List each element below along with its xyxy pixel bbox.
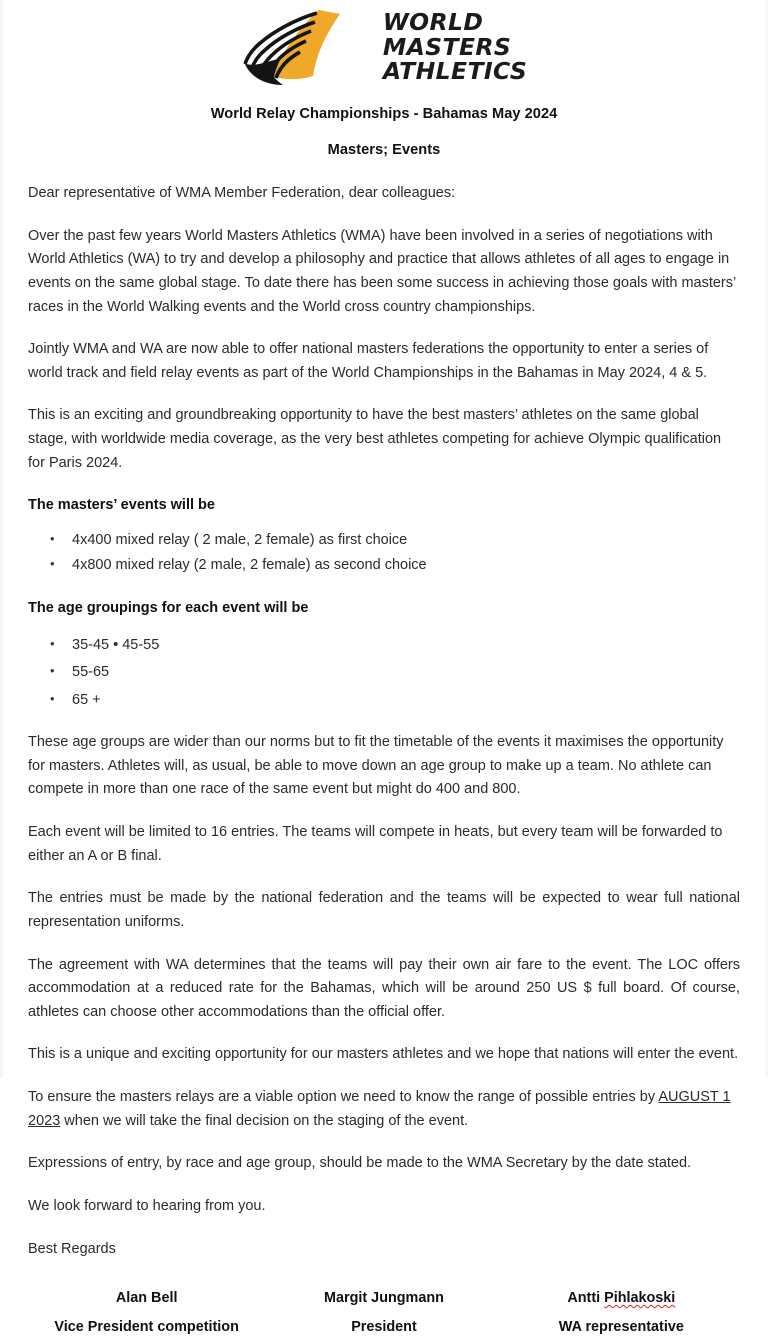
logo-line-athletics: ATHLETICS bbox=[382, 57, 528, 86]
list-age-groups bbox=[28, 634, 740, 712]
list-item: • 35-45 • 45-55 bbox=[28, 634, 740, 657]
list-item: • 4x400 mixed relay ( 2 male, 2 female) as first choice bbox=[28, 529, 740, 552]
paragraph-national-federation: The entries must be made by the national federation and the teams will be expected to wear full national representation uniforms. bbox=[28, 890, 740, 930]
document-title: World Relay Championships - Bahamas May 2024 bbox=[210, 106, 558, 122]
deadline-text-after: when we will take the final decision on the staging of the event. bbox=[60, 1112, 469, 1129]
logo-line-world: WORLD bbox=[382, 8, 484, 37]
list-item: • 65 + bbox=[28, 689, 740, 712]
signature-column-margit-jungmann bbox=[265, 1287, 502, 1338]
signatory-name: Margit Jungmann bbox=[324, 1290, 444, 1307]
list-item: • 4x800 mixed relay (2 male, 2 female) as second choice bbox=[28, 554, 740, 577]
heading-masters-events: The masters’ events will be bbox=[28, 497, 215, 514]
signature-column-alan-bell bbox=[28, 1287, 265, 1338]
sign-off: Best Regards bbox=[28, 1240, 116, 1257]
logo-line-masters: MASTERS bbox=[382, 32, 512, 61]
paragraph-travel-accommodation: The agreement with WA determines that the teams will pay their own air fare to the event. The LOC offers accommodation at a reduced rate for the Bahamas, which will be around 250 US $ full board. Of course, athletes can choose other accommodations than the official offer. bbox=[28, 956, 740, 1020]
list-item: • 55-65 bbox=[28, 661, 740, 684]
heading-age-groupings: The age groupings for each event will be bbox=[28, 599, 309, 616]
paragraph-negotiations: Over the past few years World Masters Athletics (WMA) have been involved in a series of negotiations with World Athletics (WA) to try and develop a philosophy and practice that allows athletes of all ages to engage in events on the same global stage. To date there has been some success in achieving those goals with masters’ races in the World Walking events and the World cross country championships. bbox=[28, 227, 736, 315]
deadline-text-before: To ensure the masters relays are a viable option we need to know the range of possible entries by bbox=[28, 1089, 659, 1106]
signatory-role: WA representative bbox=[558, 1318, 684, 1335]
deadline-date: AUGUST 1 2023 bbox=[28, 1089, 731, 1129]
logo-wordmark bbox=[382, 8, 528, 86]
paragraph-entry-limit: Each event will be limited to 16 entries. The teams will compete in heats, but every team will be forwarded to either an A or B final. bbox=[28, 824, 723, 864]
signature-block bbox=[28, 1287, 740, 1338]
paragraph-deadline bbox=[28, 1086, 740, 1133]
signatory-name bbox=[503, 1287, 740, 1309]
wma-swoosh-icon bbox=[241, 6, 369, 88]
signatory-name: Alan Bell bbox=[115, 1290, 178, 1307]
paragraph-opportunity: This is an exciting and groundbreaking opportunity to have the best masters’ athletes on the same global stage, with worldwide media coverage, as the very best athletes competing for achieve Olympic qualification for Paris 2024. bbox=[28, 407, 722, 471]
salutation: Dear representative of WMA Member Federation, dear colleagues: bbox=[28, 185, 456, 201]
signatory-role: President bbox=[351, 1318, 417, 1335]
document-subtitle: Masters; Events bbox=[327, 142, 441, 158]
document-body bbox=[28, 106, 740, 1338]
signatory-first-name: Antti bbox=[567, 1290, 605, 1307]
paragraph-unique-opportunity: This is a unique and exciting opportunity for our masters athletes and we hope that nations will enter the event. bbox=[28, 1046, 739, 1063]
paragraph-age-group-rules: These age groups are wider than our norms but to fit the timetable of the events it maximises the opportunity for masters. Athletes will, as usual, be able to move down an age group to make up a team. No athlete can compete in more than one race of the same event but might do 400 and 800. bbox=[28, 734, 724, 798]
paragraph-closing: We look forward to hearing from you. bbox=[28, 1197, 266, 1214]
signature-column-antti-pihlakoski bbox=[503, 1287, 740, 1338]
signatory-role: Vice President competition bbox=[54, 1318, 239, 1335]
paragraph-expressions-of-entry: Expressions of entry, by race and age group, should be made to the WMA Secretary by the date stated. bbox=[28, 1155, 692, 1172]
logo-header bbox=[0, 6, 768, 88]
paragraph-offer: Jointly WMA and WA are now able to offer national masters federations the opportunity to enter a series of world track and field relay events as part of the World Championships in the Bahamas in May 2024, 4 & 5. bbox=[28, 341, 709, 381]
signatory-last-name-misspelled: Pihlakoski bbox=[604, 1290, 676, 1307]
list-masters-events bbox=[28, 529, 740, 578]
